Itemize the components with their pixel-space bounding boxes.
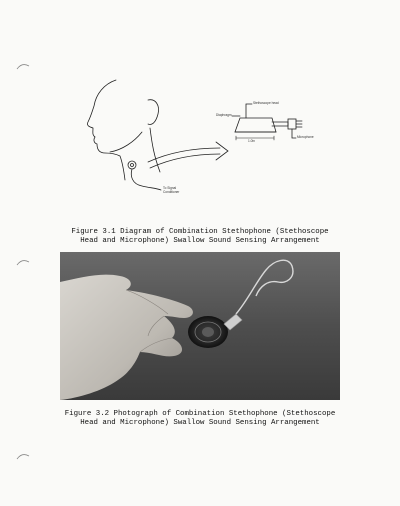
label-microphone: Microphone	[297, 135, 314, 139]
figure-3-1-diagram	[70, 76, 350, 208]
leader-stethoscope-head	[246, 104, 252, 118]
figure-3-2-caption	[40, 410, 360, 428]
microphone-body	[288, 119, 296, 129]
throat-sensor-inner	[131, 164, 134, 167]
throat-sensor-outer	[128, 161, 136, 169]
caption-line: Figure 3.1 Diagram of Combination Stethophone (Stethoscope	[71, 228, 329, 236]
label-diaphragm: Diaphragm	[216, 113, 232, 117]
ear-outline	[148, 100, 159, 125]
label-dimension: 1.0in	[248, 139, 255, 143]
label-to-signal: To Signal	[163, 186, 177, 190]
pointer-arrow-lower	[150, 154, 220, 168]
figure-3-1-caption	[40, 228, 360, 246]
photo-stethoscope-center	[202, 327, 214, 337]
jaw-line	[110, 132, 142, 152]
label-stethoscope-head: Stethoscope head	[253, 101, 279, 105]
label-conditioner: Conditioner	[163, 190, 180, 194]
leader-microphone	[292, 129, 296, 138]
sensor-cable	[131, 169, 161, 190]
caption-line: Head and Microphone) Swallow Sound Sensing Arrangement	[80, 419, 320, 427]
punch-mark-top	[16, 62, 30, 70]
photo-illustration	[60, 252, 340, 400]
diagram-drawing	[70, 76, 350, 208]
caption-line: Head and Microphone) Swallow Sound Sensing Arrangement	[80, 237, 320, 245]
head-profile-outline	[87, 80, 125, 180]
pointer-arrow-head	[216, 142, 228, 160]
punch-mark-middle	[16, 258, 30, 266]
punch-mark-bottom	[16, 452, 30, 460]
caption-line: Figure 3.2 Photograph of Combination Stethophone (Stethoscope	[64, 410, 336, 418]
neck-back-line	[150, 128, 160, 172]
stethoscope-head-section	[235, 118, 276, 132]
pointer-arrow-upper	[148, 148, 220, 162]
figure-3-2-photograph	[60, 252, 340, 400]
